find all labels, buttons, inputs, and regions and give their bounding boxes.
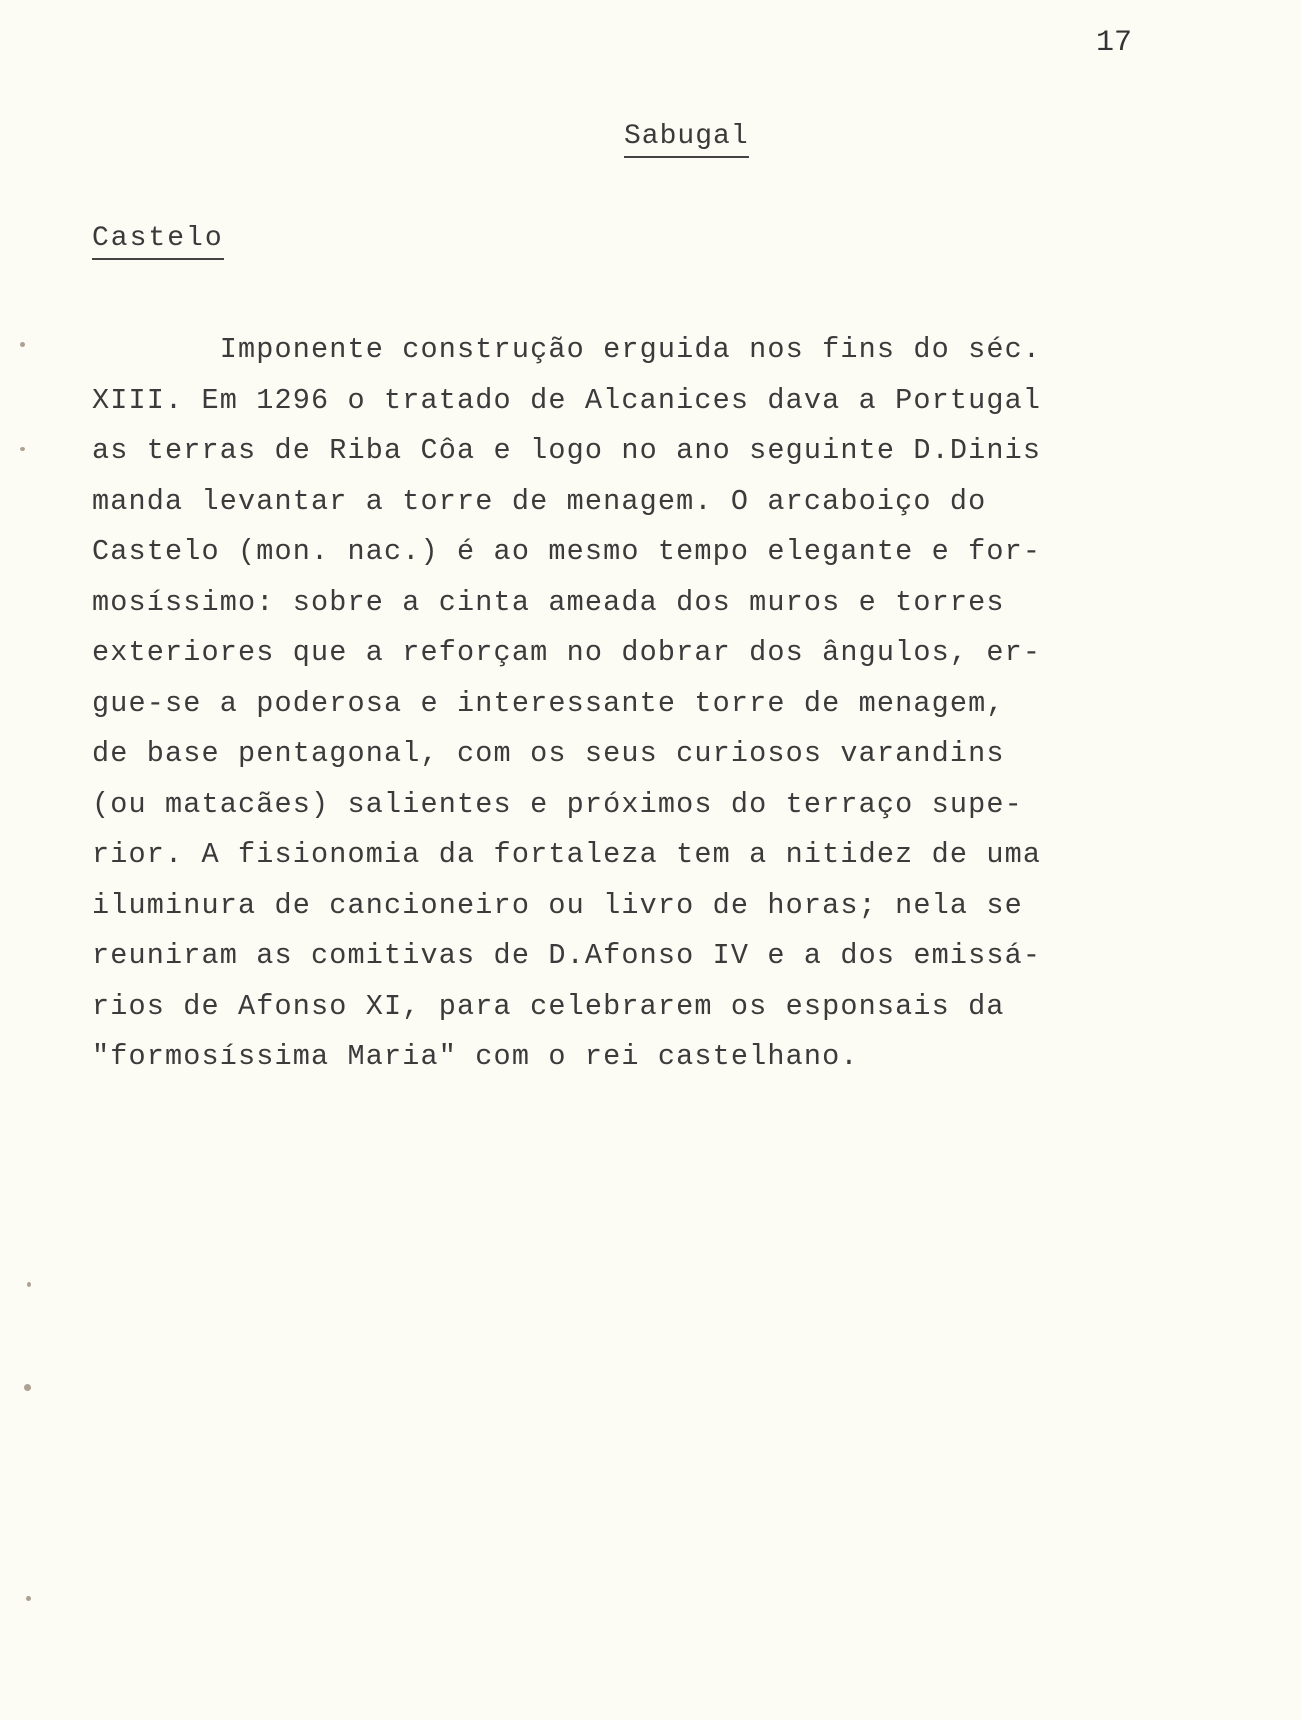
margin-speck [20, 447, 25, 451]
paragraph-line: mosíssimo: sobre a cinta ameada dos muros e torres [92, 585, 1005, 619]
margin-speck [26, 1596, 31, 1601]
section-heading: Castelo [92, 223, 224, 260]
paragraph-line: XIII. Em 1296 o tratado de Alcanices dava a Portugal [92, 383, 1042, 417]
paragraph-line: manda levantar a torre de menagem. O arcaboiço do [92, 484, 987, 518]
paragraph-line: rior. A fisionomia da fortaleza tem a nitidez de uma [92, 838, 1042, 871]
paragraph-line: gue-se a poderosa e interessante torre de menagem, [92, 686, 1005, 720]
paragraph-line: Castelo (mon. nac.) é ao mesmo tempo elegante e for- [92, 535, 1042, 568]
page-title: Sabugal [624, 121, 749, 158]
page-number: 17 [1096, 26, 1133, 60]
paragraph-line: (ou matacães) salientes e próximos do terraço supe- [92, 787, 1023, 821]
paragraph-line: de base pentagonal, com os seus curiosos varandins [92, 737, 1005, 770]
body-paragraph [92, 325, 1212, 1083]
paragraph-line: rios de Afonso XI, para celebrarem os esponsais da [92, 989, 1005, 1023]
paragraph-line: iluminura de cancioneiro ou livro de horas; nela se [92, 888, 1023, 922]
paragraph-line: exteriores que a reforçam no dobrar dos ângulos, er- [92, 636, 1042, 669]
margin-speck [27, 1282, 31, 1287]
paragraph-line: Imponente construção erguida nos fins do séc. [92, 333, 1042, 366]
paragraph-line: as terras de Riba Côa e logo no ano seguinte D.Dinis [92, 434, 1042, 467]
paragraph-line: "formosíssima Maria" com o rei castelhano. [92, 1040, 859, 1073]
paragraph-line: reuniram as comitivas de D.Afonso IV e a dos emissá- [92, 939, 1042, 972]
margin-speck [20, 342, 25, 347]
margin-speck [24, 1384, 31, 1391]
